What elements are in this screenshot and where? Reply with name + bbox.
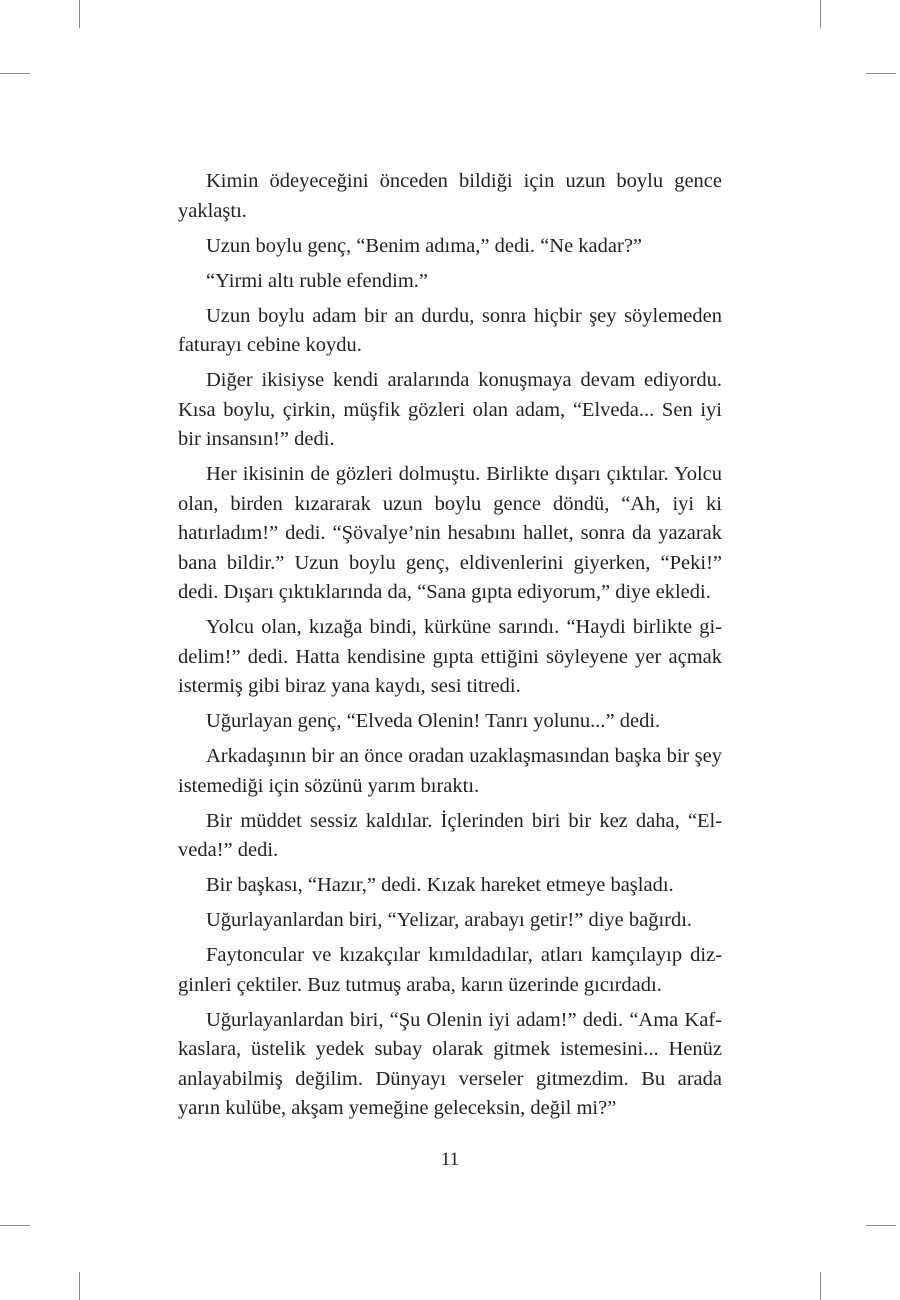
paragraph: Arkadaşının bir an önce oradan uzaklaşmasından başka bir şey istemediği için sözünü yarım bıraktı. (178, 745, 722, 797)
paragraph: Diğer ikisiyse kendi aralarında konuşmaya devam ediyordu. Kısa boylu, çirkin, müşfik gözleri olan adam, “Elveda... Sen iyi bir insansın!” dedi. (178, 369, 722, 450)
crop-mark-right-top (866, 73, 896, 74)
paragraph: Uğurlayan genç, “Elveda Olenin! Tanrı yolunu...” dedi. (206, 710, 661, 732)
crop-mark-bottom-right (820, 1272, 821, 1300)
paragraph: Kimin ödeyeceğini önceden bildiği için uzun boylu gence yaklaştı. (178, 170, 722, 222)
paragraph: Bir başkası, “Hazır,” dedi. Kızak hareket etmeye başladı. (206, 874, 674, 896)
paragraph: Faytoncular ve kızakçılar kımıldadılar, atları kamçılayıp dizginleri çektiler. Buz tutmuş araba, karın üzerinde gıcırdadı. (178, 944, 722, 996)
crop-mark-bottom-left (79, 1272, 80, 1300)
crop-mark-top-left (79, 0, 80, 28)
paragraph: Uğurlayanlardan biri, “Yelizar, arabayı getir!” diye bağırdı. (206, 909, 693, 931)
paragraph: Her ikisinin de gözleri dolmuştu. Birlikte dışarı çıktılar. Yolcu olan, birden kızararak uzun boylu gence döndü, “Ah, iyi ki hatırladım!” dedi. “Şövalye’nin hesabını hallet, sonra da yazarak bana bildir.” Uzun boylu genç, eldivenlerini giyerken, “Peki!” dedi. Dışarı çıktıklarında da, “Sana gıpta ediyorum,” diye ekledi. (178, 463, 722, 603)
paragraph: “Yirmi altı ruble efendim.” (206, 269, 429, 292)
page-number: 11 (440, 1149, 460, 1170)
paragraph: Bir müddet sessiz kaldılar. İçlerinden biri bir kez daha, “Elveda!” dedi. (178, 809, 722, 861)
paragraph: Uzun boylu adam bir an durdu, sonra hiçbir şey söylemeden faturayı cebine koydu. (178, 304, 722, 356)
paragraph: Uğurlayanlardan biri, “Şu Olenin iyi adam!” dedi. “Ama Kafkaslara, üstelik yedek subay olarak gitmek istemesini... Henüz anlayabilmiş değilim. Dünyayı verseler gitmezdim. Bu arada yarın kulübe, akşam yemeğine geleceksin, değil mi?” (178, 1008, 722, 1119)
crop-mark-right-bottom (866, 1225, 896, 1226)
crop-mark-left-bottom (0, 1225, 30, 1226)
crop-mark-left-top (0, 73, 30, 74)
book-page-text (178, 167, 722, 1129)
paragraph: Yolcu olan, kızağa bindi, kürküne sarındı. “Haydi birlikte gidelim!” dedi. Hatta kendisine gıpta ettiğini söyleyene yer açmak istermiş gibi biraz yana kaydı, sesi titredi. (178, 616, 722, 697)
crop-mark-top-right (820, 0, 821, 28)
paragraph: Uzun boylu genç, “Benim adıma,” dedi. “Ne kadar?” (206, 234, 643, 257)
